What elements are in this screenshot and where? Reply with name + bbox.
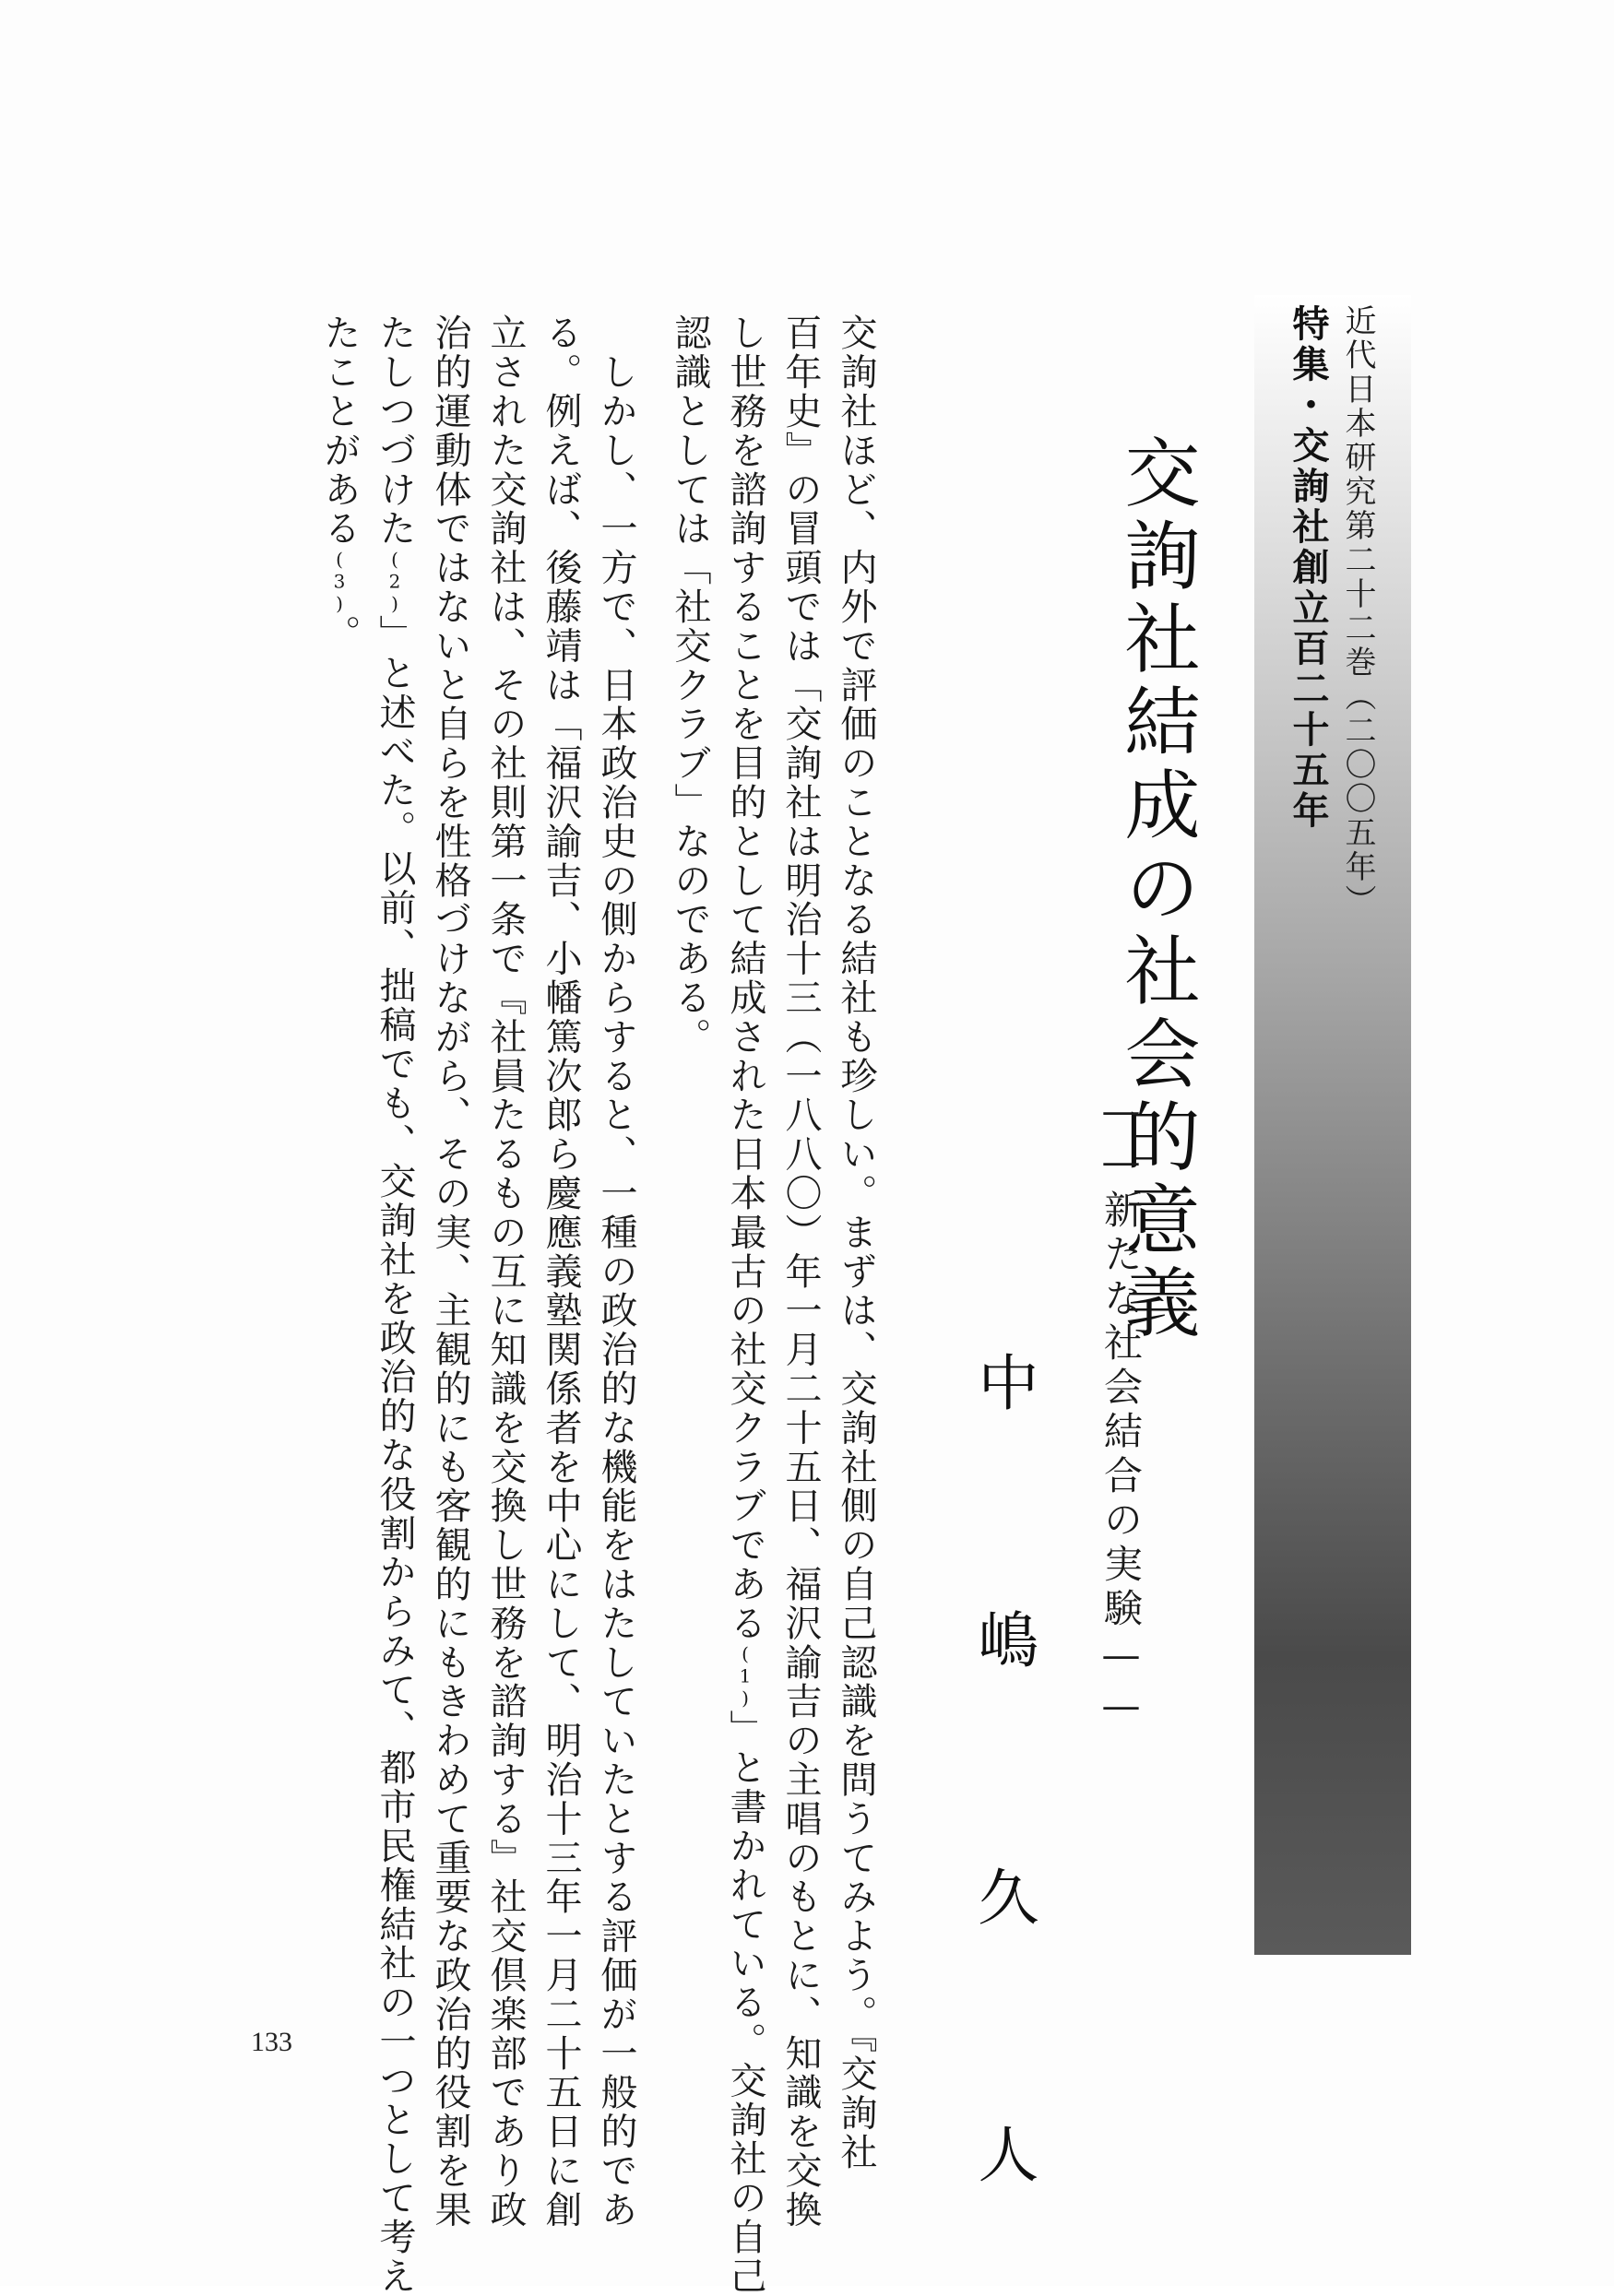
article-subtitle: ——新たな社会結合の実験—— xyxy=(1098,1088,1144,1734)
body-line: 認識としては「社交クラブ」なのである。 xyxy=(669,314,711,1057)
body-line-with-note xyxy=(718,314,773,2296)
body-line: る。例えば、後藤靖は「福沢諭吉、小幡篤次郎ら慶應義塾関係者を中心にして、明治十三年一月二十五日に創 xyxy=(540,314,582,2230)
body-line-with-note xyxy=(367,314,422,2296)
journal-info: 近代日本研究第二十二巻（二〇〇五年） xyxy=(1339,304,1376,918)
body-line-text: し世務を諮詢することを目的として結成された日本最古の社交クラブである(1)」と書かれている。交詢社の自己 xyxy=(724,314,766,2296)
footnote-marker[interactable]: (1) xyxy=(734,1642,756,1710)
page-number: 133 xyxy=(251,2027,292,2057)
footnote-marker[interactable]: (3) xyxy=(328,548,350,615)
body-line: 交詢社ほど、内外で評価のことなる結社も珍しい。まずは、交詢社側の自己認識を問うてみよう。『交詢社 xyxy=(835,314,877,2172)
special-issue-title: 特集・交詢社創立百二十五年 xyxy=(1287,304,1330,832)
body-line: 治的運動体ではないと自らを性格づけながら、その実、主観的にも客観的にもきわめて重要な政治的役割を果 xyxy=(429,314,471,2230)
author-name: 中 嶋 久 人 xyxy=(967,1351,1038,2246)
body-line-text: たしつづけた(2)」と述べた。以前、拙稿でも、交詢社を政治的な役割からみて、都市民権結社の一つとして考え xyxy=(374,314,416,2296)
footnote-marker[interactable]: (2) xyxy=(384,548,406,615)
body-line: 立された交詢社は、その社則第一条で『社員たるもの互に知識を交換し世務を諮詢する』社交倶楽部であり政 xyxy=(484,314,527,2230)
body-line: しかし、一方で、日本政治史の側からすると、一種の政治的な機能をはたしていたとする評価が一般的であ xyxy=(595,314,637,2230)
body-line: 百年史』の冒頭では「交詢社は明治十三（一八八〇）年一月二十五日、福沢諭吉の主唱のもとに、知識を交換 xyxy=(779,314,822,2230)
body-line-text: たことがある(3)。 xyxy=(318,314,361,654)
body-line-with-note xyxy=(312,314,367,1918)
article-title: 交詢社結成の社会的意義 xyxy=(1112,433,1200,1346)
